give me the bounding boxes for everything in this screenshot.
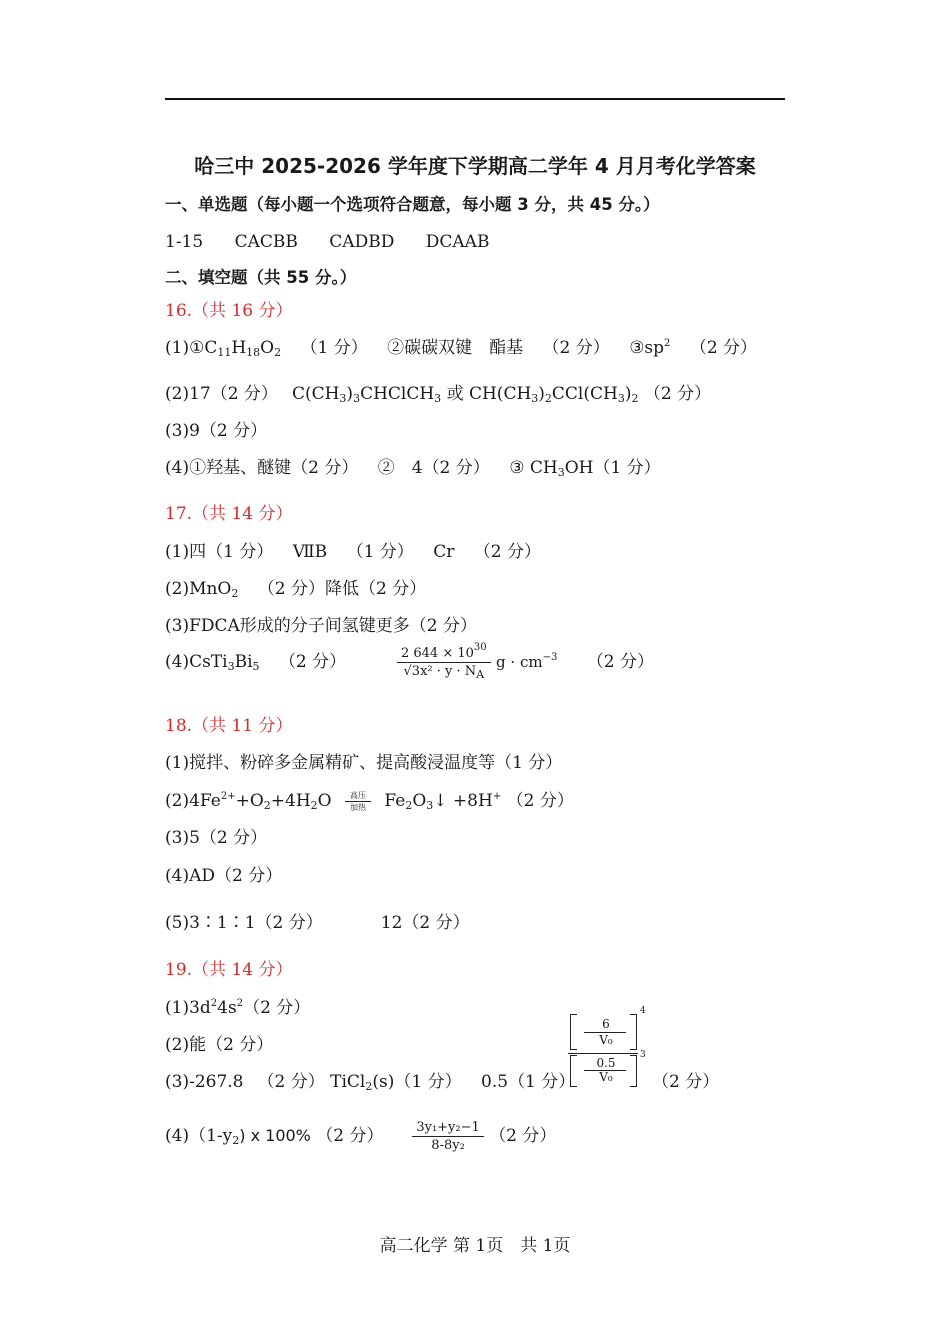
- q19-fraction: $\frac{\text{3y₁+y₂−1}}{\text{8-8y₂}}$: [412, 1120, 483, 1153]
- q17-part4: $(4)CsTi_3Bi_5$ （2 分） $\frac{2 644 \times 10^{30}}{√3x^2 \cdot y \cdot N_A}$ $g \cdot cm^{-3}$ （2 分）: [165, 642, 654, 681]
- page-title: 哈三中 2025-2026 学年度下学期高二学年 4 月月考化学答案: [194, 154, 756, 178]
- kp-expression: 6 V₀ 4 0.5 V₀ 3: [568, 1010, 648, 1092]
- q19-part1: $(1)3d^24s^2(2$ 分）: [165, 998, 311, 1018]
- q18-header: 18.（共 11 分）: [165, 716, 293, 736]
- q17-header: 17.（共 14 分）: [165, 504, 293, 524]
- q17-part3: (3)FDCA形成的分子间氢键更多（2 分）: [165, 616, 478, 636]
- q17-part1: (1)四（1 分） ⅦB （1 分） Cr （2 分）: [165, 542, 541, 562]
- q17-part2: (2)MnO$_2$ （2 分）降低（2 分）: [165, 579, 427, 600]
- q16-part1: $(1)①C_{11}H_{18}O_2$ （1 分） ②碳碳双键 酯基 （2 分） $③sp^2$ （2 分）: [165, 338, 758, 359]
- q18-part3: (3)5（2 分）: [165, 828, 268, 848]
- q18-part1: (1)搅拌、粉碎多金属精矿、提高酸浸温度等（1 分）: [165, 753, 563, 773]
- q18-part5: (5)3∶1∶1（2 分） 12（2 分）: [165, 913, 470, 933]
- q18-part4: (4)AD（2 分）: [165, 866, 283, 886]
- mc-group-2: CADBD: [329, 232, 395, 252]
- mc-group-1: CACBB: [234, 232, 298, 252]
- mc-group-3: DCAAB: [425, 232, 490, 252]
- q16-part3: (3)9（2 分）: [165, 421, 268, 441]
- q19-part2: (2)能（2 分）: [165, 1035, 274, 1055]
- q16-header: 16.（共 16 分）: [165, 301, 293, 321]
- header-rule: [165, 98, 785, 100]
- page-footer: 高二化学 第 1页 共 1页: [379, 1236, 571, 1256]
- density-fraction: $\frac{2 644 \times 10^{30}}{√3x^2 \cdot y \cdot N_A}$: [397, 646, 491, 679]
- section1-heading: 一、单选题（每小题一个选项符合题意，每小题 3 分，共 45 分。）: [165, 195, 660, 214]
- q19-header: 19.（共 14 分）: [165, 960, 293, 980]
- q16-part2: (2)17（2 分） $C(CH_3)_3CHClCH_3$ 或 $CH(CH_3)_2CCl(CH_3)_2$ （2 分）: [165, 384, 712, 405]
- q19-part3: (3)-267.8 （2 分） TiCl$_2$(s)（1 分） 0.5（1 分）: [165, 1072, 576, 1093]
- mc-range: 1-15: [165, 232, 204, 252]
- mc-answers: [165, 231, 489, 253]
- reaction-condition: 高压 加热: [345, 791, 371, 812]
- q19-part4: $(4)(1-y_2)$ x 100% （2 分） $\frac{\text{3y₁+y₂−1}}{\text{8-8y₂}}$ （2 分）: [165, 1120, 557, 1153]
- q19-part3-score: （2 分）: [652, 1072, 720, 1092]
- q16-part4: (4)①羟基、醚键（2 分） ② 4（2 分） ③ $CH_3OH(1$ 分）: [165, 458, 661, 479]
- section2-heading: 二、填空题（共 55 分。）: [165, 268, 357, 287]
- q18-part2: $(2)4Fe^{2+}+O_2+4H_2O$ 高压 加热 $Fe_2O_3↓ +8H^+$ （2 分）: [165, 791, 574, 812]
